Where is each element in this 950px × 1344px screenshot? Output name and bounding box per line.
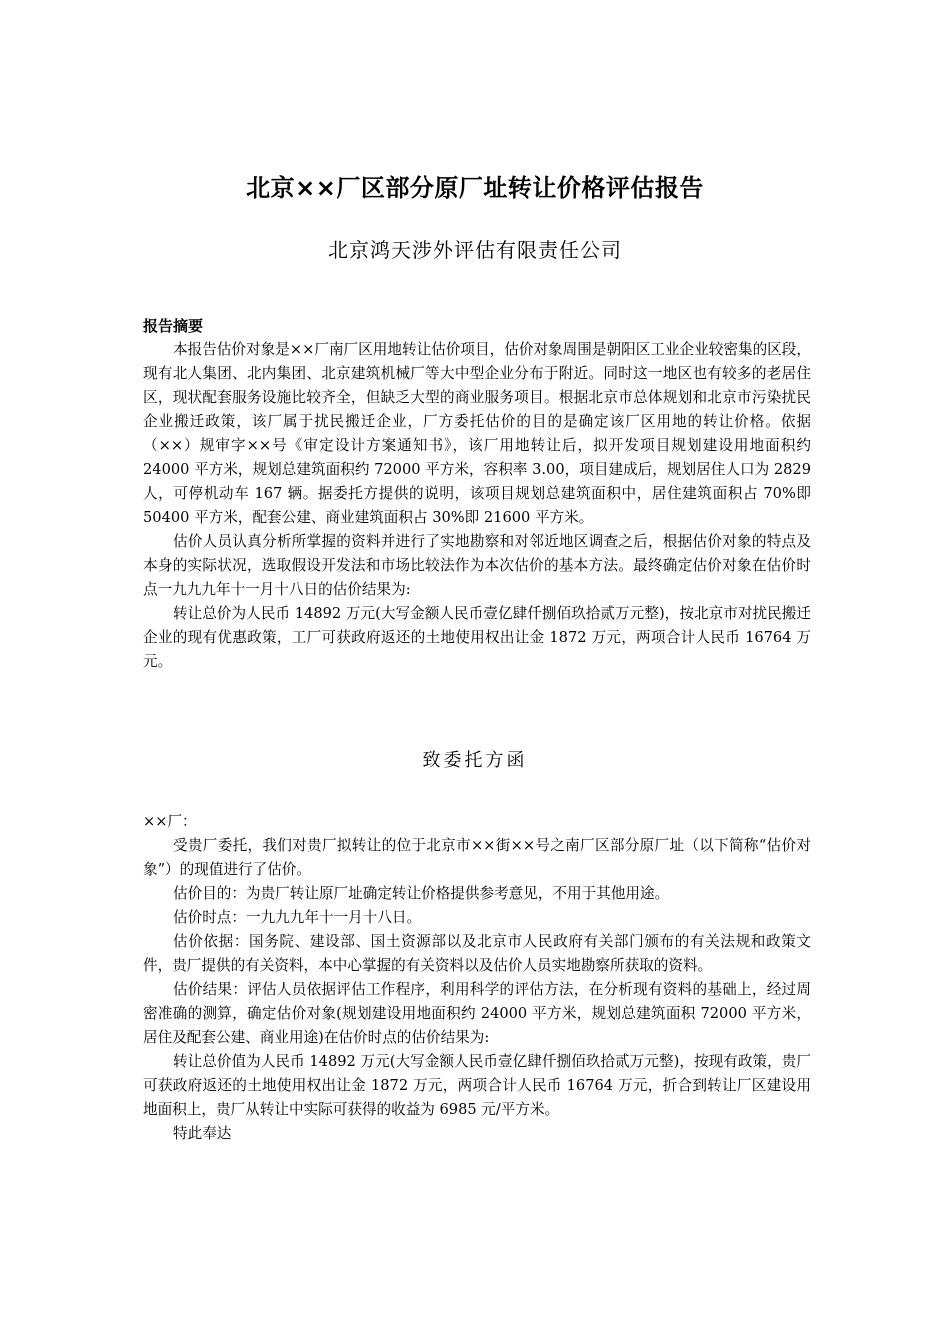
letter-addressee: ××厂： <box>143 813 197 830</box>
letter-paragraph: 估价依据：国务院、建设部、国土资源部以及北京市人民政府有关部门颁布的有关法规和政策文件，贵厂提供的有关资料，本中心掌握的有关资料以及估价人员实地勘察所获取的资料。 <box>143 933 811 974</box>
report-title: 北京××厂区部分原厂址转让价格评估报告 <box>246 174 704 202</box>
summary-paragraph: 估价人员认真分析所掌握的资料并进行了实地勘察和对邻近地区调查之后，根据估价对象的特点及本身的实际状况，选取假设开发法和市场比较法作为本次估价的基本方法。最终确定估价对象在估价时点一九九九年十一月十八日的估价结果为: <box>143 533 811 598</box>
letter-paragraph: 估价时点：一九九九年十一月十八日。 <box>173 909 422 926</box>
letter-paragraph: 估价结果：评估人员依据评估工作程序，利用科学的评估方法，在分析现有资料的基础上，经过周密准确的测算，确定估价对象(规划建设用地面积约 24000 平方米，规划总建筑面积 72000 平方米，居住及配套公建、商业用途)在估价时点的估价结果为: <box>143 981 811 1046</box>
summary-heading: 报告摘要 <box>143 317 204 335</box>
letter-paragraph: 受贵厂委托，我们对贵厂拟转让的位于北京市××街××号之南厂区部分原厂址（以下简称“估价对象”）的现值进行了估价。 <box>143 837 811 878</box>
summary-paragraph: 本报告估价对象是××厂南厂区用地转让估价项目，估价对象周围是朝阳区工业企业较密集的区段，现有北人集团、北内集团、北京建筑机械厂等大中型企业分布于附近。同时这一地区也有较多的老居住区，现状配套服务设施比较齐全，但缺乏大型的商业服务项目。根据北京市总体规划和北京市污染扰民企业搬迁政策，该厂属于扰民搬迁企业，厂方委托估价的目的是确定该厂区用地的转让价格。依据（××）规审字××号《审定设计方案通知书》，该厂用地转让后，拟开发项目规划建设用地面积约 24000 平方米，规划总建筑面积约 72000 平方米，容积率 3.00，项目建成后，规划居住人口为 2829 人，可停机动车 167 辆。据委托方提供的说明，该项目规划总建筑面积中，居住建筑面积占 70%即 50400 平方米，配套公建、商业建筑面积占 30%即 21600 平方米。 <box>143 341 811 526</box>
company-name: 北京鸿天涉外评估有限责任公司 <box>328 238 622 262</box>
letter-closing: 特此奉达 <box>173 1125 232 1142</box>
summary-section <box>143 314 811 674</box>
letter-paragraph: 估价目的：为贵厂转让原厂址确定转让价格提供参考意见，不用于其他用途。 <box>173 885 670 902</box>
letter-section <box>143 810 811 1146</box>
letter-title: 致委托方函 <box>422 750 528 771</box>
summary-paragraph: 转让总价为人民币 14892 万元(大写金额人民币壹亿肆仟捌佰玖拾贰万元整)，按北京市对扰民搬迁企业的现有优惠政策，工厂可获政府返还的土地使用权出让金 1872 万元，两项合计人民币 16764 万元。 <box>143 605 811 670</box>
letter-paragraph: 转让总价值为人民币 14892 万元(大写金额人民币壹亿肆仟捌佰玖拾贰万元整)，按现有政策，贵厂可获政府返还的土地使用权出让金 1872 万元，两项合计人民币 16764 万元，折合到转让厂区建设用地面积上，贵厂从转让中实际可获得的收益为 6985 元/平方米。 <box>143 1053 811 1118</box>
